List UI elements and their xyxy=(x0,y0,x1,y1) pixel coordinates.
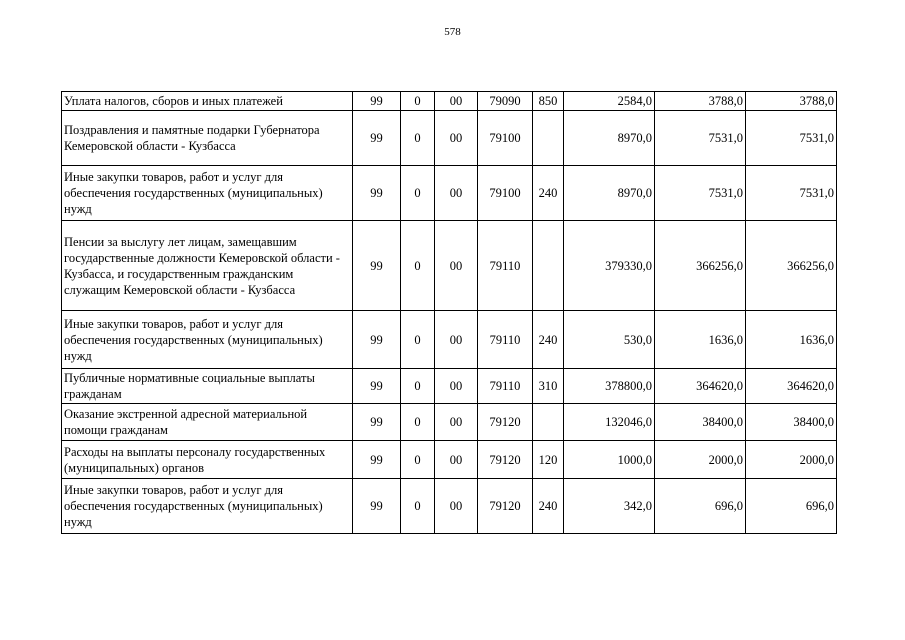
amount-year2-cell: 364620,0 xyxy=(655,369,746,404)
table-row xyxy=(62,92,837,111)
expense-type-cell xyxy=(533,221,564,311)
amount-year1-cell: 379330,0 xyxy=(564,221,655,311)
expense-type-cell: 240 xyxy=(533,166,564,221)
amount-year1-cell: 8970,0 xyxy=(564,166,655,221)
subsection-code-cell: 0 xyxy=(401,441,435,479)
expense-name-cell: Расходы на выплаты персоналу государственных (муниципальных) органов xyxy=(62,441,353,479)
target-article-cell: 79100 xyxy=(478,111,533,166)
amount-year1-cell: 342,0 xyxy=(564,479,655,534)
expense-name-cell: Иные закупки товаров, работ и услуг для обеспечения государственных (муниципальных) нужд xyxy=(62,311,353,369)
section-code-cell: 99 xyxy=(353,369,401,404)
subsection-code-cell: 0 xyxy=(401,479,435,534)
expense-name-cell: Иные закупки товаров, работ и услуг для обеспечения государственных (муниципальных) нужд xyxy=(62,479,353,534)
target-article-cell: 79120 xyxy=(478,404,533,441)
amount-year1-cell: 2584,0 xyxy=(564,92,655,111)
amount-year3-cell: 38400,0 xyxy=(746,404,837,441)
section-code-cell: 99 xyxy=(353,441,401,479)
table-row xyxy=(62,221,837,311)
amount-year3-cell: 1636,0 xyxy=(746,311,837,369)
program-code-cell: 00 xyxy=(435,92,478,111)
expense-name-cell: Пенсии за выслугу лет лицам, замещавшим государственные должности Кемеровской области - Кузбасса, и государственным гражданским служащим Кемеровской области - Кузбасса xyxy=(62,221,353,311)
expense-type-cell xyxy=(533,111,564,166)
amount-year1-cell: 132046,0 xyxy=(564,404,655,441)
amount-year3-cell: 7531,0 xyxy=(746,166,837,221)
amount-year2-cell: 7531,0 xyxy=(655,111,746,166)
amount-year2-cell: 2000,0 xyxy=(655,441,746,479)
amount-year1-cell: 1000,0 xyxy=(564,441,655,479)
expense-type-cell: 850 xyxy=(533,92,564,111)
target-article-cell: 79090 xyxy=(478,92,533,111)
program-code-cell: 00 xyxy=(435,311,478,369)
amount-year1-cell: 378800,0 xyxy=(564,369,655,404)
expense-type-cell: 120 xyxy=(533,441,564,479)
subsection-code-cell: 0 xyxy=(401,221,435,311)
expense-name-cell: Поздравления и памятные подарки Губернатора Кемеровской области - Кузбасса xyxy=(62,111,353,166)
amount-year2-cell: 366256,0 xyxy=(655,221,746,311)
table-row xyxy=(62,111,837,166)
amount-year3-cell: 2000,0 xyxy=(746,441,837,479)
subsection-code-cell: 0 xyxy=(401,166,435,221)
page-number: 578 xyxy=(444,26,461,38)
section-code-cell: 99 xyxy=(353,111,401,166)
target-article-cell: 79110 xyxy=(478,311,533,369)
table-row xyxy=(62,311,837,369)
expense-name-cell: Оказание экстренной адресной материальной помощи гражданам xyxy=(62,404,353,441)
expense-name-cell: Публичные нормативные социальные выплаты гражданам xyxy=(62,369,353,404)
section-code-cell: 99 xyxy=(353,479,401,534)
expense-name-cell: Иные закупки товаров, работ и услуг для обеспечения государственных (муниципальных) нужд xyxy=(62,166,353,221)
table-row xyxy=(62,404,837,441)
amount-year2-cell: 7531,0 xyxy=(655,166,746,221)
amount-year2-cell: 696,0 xyxy=(655,479,746,534)
program-code-cell: 00 xyxy=(435,111,478,166)
target-article-cell: 79120 xyxy=(478,479,533,534)
section-code-cell: 99 xyxy=(353,221,401,311)
amount-year2-cell: 1636,0 xyxy=(655,311,746,369)
amount-year3-cell: 7531,0 xyxy=(746,111,837,166)
expense-type-cell: 240 xyxy=(533,311,564,369)
section-code-cell: 99 xyxy=(353,92,401,111)
subsection-code-cell: 0 xyxy=(401,369,435,404)
program-code-cell: 00 xyxy=(435,166,478,221)
amount-year2-cell: 3788,0 xyxy=(655,92,746,111)
section-code-cell: 99 xyxy=(353,311,401,369)
budget-table-body xyxy=(62,92,837,534)
amount-year3-cell: 696,0 xyxy=(746,479,837,534)
section-code-cell: 99 xyxy=(353,166,401,221)
subsection-code-cell: 0 xyxy=(401,111,435,166)
section-code-cell: 99 xyxy=(353,404,401,441)
target-article-cell: 79110 xyxy=(478,221,533,311)
amount-year3-cell: 364620,0 xyxy=(746,369,837,404)
expense-type-cell xyxy=(533,404,564,441)
target-article-cell: 79100 xyxy=(478,166,533,221)
target-article-cell: 79120 xyxy=(478,441,533,479)
subsection-code-cell: 0 xyxy=(401,404,435,441)
table-row xyxy=(62,166,837,221)
program-code-cell: 00 xyxy=(435,221,478,311)
amount-year1-cell: 530,0 xyxy=(564,311,655,369)
expense-type-cell: 240 xyxy=(533,479,564,534)
program-code-cell: 00 xyxy=(435,479,478,534)
budget-table xyxy=(61,91,837,534)
expense-name-cell: Уплата налогов, сборов и иных платежей xyxy=(62,92,353,111)
amount-year1-cell: 8970,0 xyxy=(564,111,655,166)
amount-year2-cell: 38400,0 xyxy=(655,404,746,441)
amount-year3-cell: 366256,0 xyxy=(746,221,837,311)
table-row xyxy=(62,369,837,404)
table-row xyxy=(62,441,837,479)
program-code-cell: 00 xyxy=(435,404,478,441)
expense-type-cell: 310 xyxy=(533,369,564,404)
table-row xyxy=(62,479,837,534)
program-code-cell: 00 xyxy=(435,369,478,404)
target-article-cell: 79110 xyxy=(478,369,533,404)
subsection-code-cell: 0 xyxy=(401,92,435,111)
subsection-code-cell: 0 xyxy=(401,311,435,369)
amount-year3-cell: 3788,0 xyxy=(746,92,837,111)
program-code-cell: 00 xyxy=(435,441,478,479)
